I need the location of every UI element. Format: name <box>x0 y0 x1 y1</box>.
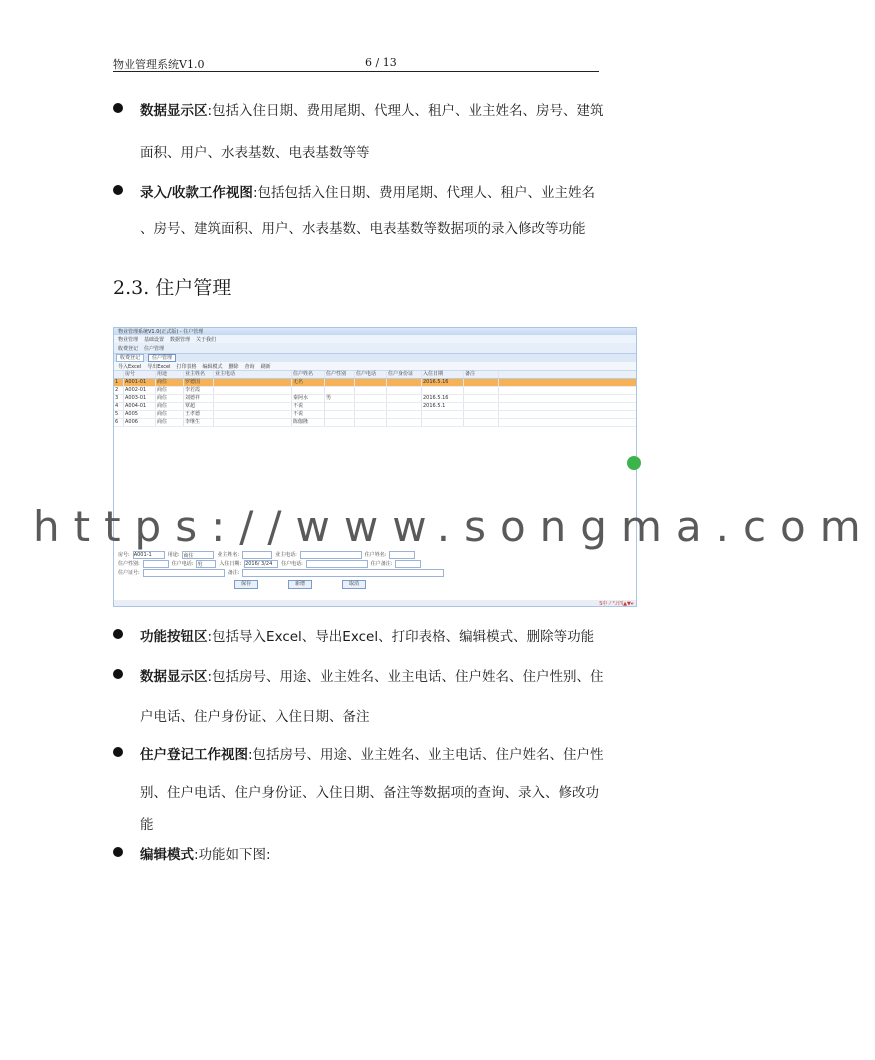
checkin-date-picker[interactable]: 2016/ 3/24 <box>244 560 278 568</box>
resident-form <box>114 550 636 600</box>
header-page-number: 6 / 13 <box>365 56 397 69</box>
grid-cell: A004-01 <box>124 403 156 410</box>
grid-cell: 商住 <box>156 411 184 418</box>
grid-cell: 业主姓名 <box>184 371 214 378</box>
grid-cell: 陈伽隆 <box>292 419 325 426</box>
grid-cell: 不说 <box>292 411 325 418</box>
bullet-label: 数据显示区 <box>140 669 208 685</box>
bullet-label: 编辑模式 <box>140 847 194 863</box>
bullet-line-cont: 、房号、建筑面积、用户、水表基数、电表基数等数据项的录入修改等功能 <box>140 221 586 237</box>
grid-cell <box>325 419 355 426</box>
grid-cell <box>422 411 464 418</box>
tab-strip <box>114 354 636 362</box>
remark-input[interactable] <box>242 569 444 577</box>
bullet-line: 编辑模式:功能如下图: <box>140 847 271 863</box>
table-row[interactable] <box>114 395 636 403</box>
system-tray-icons: S中ノ°♪四▲▼ፉ <box>599 601 634 607</box>
grid-cell <box>355 419 387 426</box>
grid-cell: 入住日期 <box>422 371 464 378</box>
grid-cell: 刘德祥 <box>184 395 214 402</box>
id-card-input[interactable] <box>143 569 225 577</box>
floating-widget-icon[interactable] <box>627 456 641 470</box>
bullet-icon <box>113 103 123 113</box>
grid-cell <box>214 419 292 426</box>
header-title: 物业管理系统V1.0 <box>113 58 205 71</box>
grid-cell <box>464 387 499 394</box>
grid-cell <box>387 411 422 418</box>
resident-phone-input[interactable] <box>306 560 368 568</box>
grid-cell <box>214 395 292 402</box>
grid-cell: 商住 <box>156 395 184 402</box>
grid-cell <box>387 387 422 394</box>
resident-name-input[interactable] <box>389 551 415 559</box>
grid-cell <box>355 379 387 386</box>
grid-cell: 住户电话 <box>355 371 387 378</box>
bullet-icon <box>113 847 123 857</box>
grid-cell: A005 <box>124 411 156 418</box>
grid-cell <box>387 395 422 402</box>
save-button[interactable]: 保存 <box>234 580 258 589</box>
grid-cell: 商住 <box>156 419 184 426</box>
grid-cell: 2016.5.1 <box>422 403 464 410</box>
grid-cell: 王孝德 <box>184 411 214 418</box>
table-row[interactable] <box>114 387 636 395</box>
section-title: 2.3. 住户管理 <box>113 277 232 299</box>
grid-cell: 商住 <box>156 387 184 394</box>
bullet-line: 数据显示区:包括房号、用途、业主姓名、业主电话、住户姓名、住户性别、住 <box>140 669 604 685</box>
grid-cell: 覃超 <box>184 403 214 410</box>
grid-cell: 住户性别 <box>325 371 355 378</box>
delete-button[interactable]: 删除 <box>228 363 239 370</box>
export-excel-button[interactable]: 导出Excel <box>147 363 171 370</box>
bullet-line-cont: 能 <box>140 817 154 833</box>
grid-cell: 3 <box>114 395 124 402</box>
grid-cell: 商住 <box>156 403 184 410</box>
cancel-button[interactable]: 取消 <box>342 580 366 589</box>
form-buttons <box>114 580 636 589</box>
grid-cell <box>355 395 387 402</box>
grid-cell <box>464 419 499 426</box>
grid-cell: 无名 <box>292 379 325 386</box>
table-row[interactable] <box>114 403 636 411</box>
query-button[interactable]: 查询 <box>244 363 255 370</box>
bullet-label: 数据显示区 <box>140 103 208 119</box>
grid-cell: 罗德国 <box>184 379 214 386</box>
grid-cell <box>292 387 325 394</box>
bullet-line: 数据显示区:包括入住日期、费用尾期、代理人、租户、业主姓名、房号、建筑 <box>140 103 604 119</box>
page-header <box>113 55 599 72</box>
grid-cell <box>325 379 355 386</box>
data-grid <box>114 371 636 427</box>
menu-item[interactable]: 关于我们 <box>196 336 217 343</box>
toolbar-button[interactable]: 收费登记 <box>118 345 139 352</box>
grid-cell <box>464 403 499 410</box>
bullet-line: 录入/收款工作视图:包括包括入住日期、费用尾期、代理人、租户、业主姓名 <box>140 185 595 201</box>
bullet-line-cont: 面积、用户、水表基数、电表基数等等 <box>140 145 370 161</box>
owner-name-input[interactable] <box>242 551 272 559</box>
grid-cell: 1 <box>114 379 124 386</box>
grid-cell: 男 <box>325 395 355 402</box>
grid-cell: 李若霞 <box>184 387 214 394</box>
bullet-label: 录入/收款工作视图 <box>140 185 253 201</box>
form-row: 住户性别: 住户电话: 男 入住日期: 2016/ 3/24 住户电话: 住户备注: <box>114 559 636 568</box>
gender-input[interactable] <box>143 560 169 568</box>
resident-note-input[interactable] <box>395 560 421 568</box>
edit-mode-button[interactable]: 编辑模式 <box>202 363 223 370</box>
grid-cell: 5 <box>114 411 124 418</box>
bullet-label: 住户登记工作视图 <box>140 747 248 763</box>
add-button[interactable]: 新增 <box>288 580 312 589</box>
grid-cell: 住户姓名 <box>292 371 325 378</box>
grid-cell: 李继生 <box>184 419 214 426</box>
refresh-button[interactable]: 刷新 <box>260 363 271 370</box>
grid-cell <box>464 379 499 386</box>
grid-cell <box>464 411 499 418</box>
form-row: 房号: A001-1 用途: 商住 业主姓名: 业主电话: 住户姓名: <box>114 550 636 559</box>
grid-cell <box>422 387 464 394</box>
grid-cell <box>214 403 292 410</box>
grid-cell <box>114 371 124 378</box>
gender-select[interactable]: 男 <box>196 560 216 568</box>
table-row[interactable] <box>114 411 636 419</box>
function-toolbar <box>114 362 636 371</box>
bullet-label: 功能按钮区 <box>140 629 208 645</box>
grid-cell <box>214 411 292 418</box>
toolbar-button[interactable]: 住户管理 <box>144 345 165 352</box>
grid-cell <box>355 411 387 418</box>
bullet-icon <box>113 747 123 757</box>
grid-cell: 秦阿水 <box>292 395 325 402</box>
grid-cell <box>325 403 355 410</box>
grid-cell: 用途 <box>156 371 184 378</box>
grid-cell <box>355 403 387 410</box>
grid-cell: 商住 <box>156 379 184 386</box>
grid-cell <box>214 387 292 394</box>
menu-item[interactable]: 物业管理 <box>118 336 139 343</box>
print-button[interactable]: 打印表格 <box>176 363 197 370</box>
status-bar <box>114 600 636 606</box>
tab-fee[interactable]: 收费登记 <box>116 354 144 362</box>
menu-item[interactable]: 基础设置 <box>144 336 165 343</box>
menu-item[interactable]: 数据管理 <box>170 336 191 343</box>
grid-cell: 6 <box>114 419 124 426</box>
bullet-line-cont: 户电话、住户身份证、入住日期、备注 <box>140 709 370 725</box>
grid-cell <box>387 403 422 410</box>
window-titlebar: 物业管理系统V1.0(正式版) - 住户管理 <box>114 328 636 335</box>
grid-cell: 4 <box>114 403 124 410</box>
usage-select[interactable]: 商住 <box>182 551 214 559</box>
owner-phone-input[interactable] <box>300 551 362 559</box>
main-toolbar <box>114 343 636 354</box>
bullet-icon <box>113 185 123 195</box>
table-row[interactable] <box>114 379 636 387</box>
grid-cell <box>464 395 499 402</box>
grid-cell: 2 <box>114 387 124 394</box>
room-input[interactable]: A001-1 <box>133 551 165 559</box>
menu-bar <box>114 335 636 343</box>
grid-cell: A006 <box>124 419 156 426</box>
grid-cell <box>214 379 292 386</box>
bullet-line: 功能按钮区:包括导入Excel、导出Excel、打印表格、编辑模式、删除等功能 <box>140 629 595 645</box>
grid-cell: 2016.5.16 <box>422 395 464 402</box>
table-row[interactable] <box>114 419 636 427</box>
grid-cell: A002-01 <box>124 387 156 394</box>
grid-cell: 房号 <box>124 371 156 378</box>
grid-cell: A003-01 <box>124 395 156 402</box>
grid-cell: 住户身份证 <box>387 371 422 378</box>
grid-cell <box>387 419 422 426</box>
bullet-icon <box>113 629 123 639</box>
grid-cell: 不说 <box>292 403 325 410</box>
grid-cell <box>355 387 387 394</box>
grid-cell: 备注 <box>464 371 499 378</box>
grid-cell <box>387 379 422 386</box>
embedded-screenshot <box>113 327 637 607</box>
bullet-line: 住户登记工作视图:包括房号、用途、业主姓名、业主电话、住户姓名、住户性 <box>140 747 604 763</box>
grid-cell: A001-01 <box>124 379 156 386</box>
grid-cell <box>325 387 355 394</box>
import-excel-button[interactable]: 导入Excel <box>118 363 142 370</box>
grid-cell <box>325 411 355 418</box>
bullet-line-cont: 别、住户电话、住户身份证、入住日期、备注等数据项的查询、录入、修改功 <box>140 785 599 801</box>
grid-header-row[interactable] <box>114 371 636 379</box>
grid-cell <box>422 419 464 426</box>
tab-resident[interactable]: 住户管理 <box>148 354 176 362</box>
bullet-icon <box>113 669 123 679</box>
watermark: https://www.songma.com <box>33 502 875 551</box>
grid-cell: 2016.5.16 <box>422 379 464 386</box>
form-row: 住户证号: 备注: <box>114 568 636 577</box>
grid-cell: 业主电话 <box>214 371 292 378</box>
